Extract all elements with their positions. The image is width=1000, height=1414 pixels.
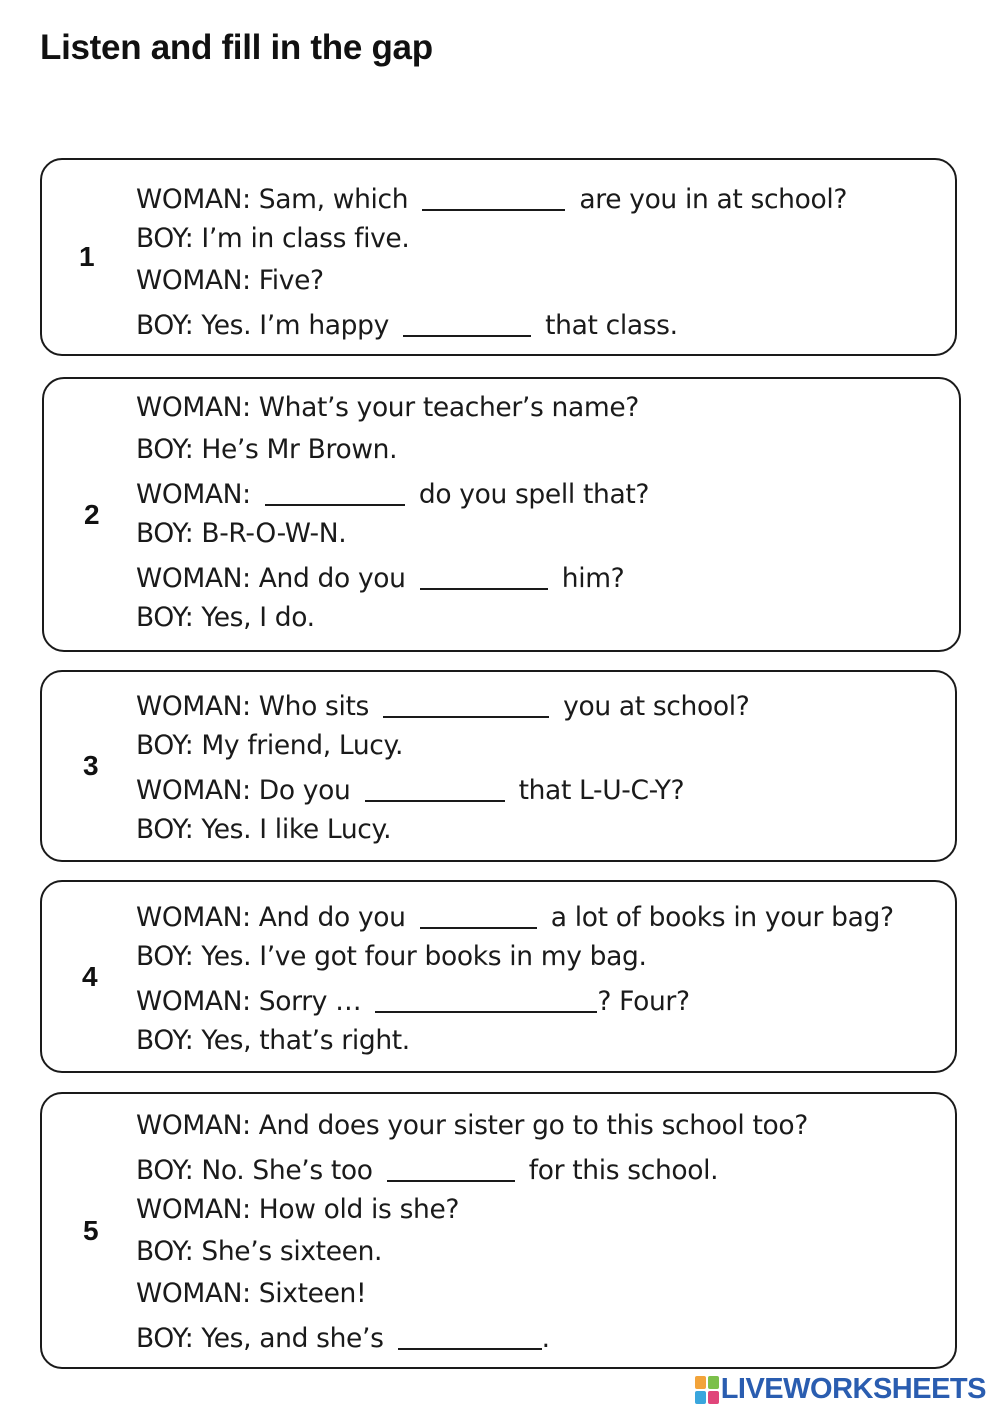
dialogue-line: BOY: Yes. I like Lucy. bbox=[136, 814, 392, 845]
dialogue-line: WOMAN: How old is she? bbox=[136, 1194, 460, 1225]
answer-gap-input[interactable] bbox=[365, 770, 505, 802]
exercise-box-3 bbox=[40, 670, 957, 862]
dialogue-line: WOMAN: do you spell that? bbox=[136, 471, 649, 513]
dialogue-line: WOMAN: What’s your teacher’s name? bbox=[136, 392, 639, 423]
exercise-number: 4 bbox=[82, 960, 98, 992]
exercise-box-5 bbox=[40, 1092, 957, 1369]
dialogue-line: BOY: He’s Mr Brown. bbox=[136, 434, 398, 465]
answer-gap-input[interactable] bbox=[265, 474, 405, 506]
answer-gap-input[interactable] bbox=[398, 1318, 542, 1350]
dialogue-line: BOY: No. She’s too for this school. bbox=[136, 1147, 808, 1189]
exercise-number: 5 bbox=[83, 1214, 99, 1246]
dialogue-line: BOY: Yes, that’s right. bbox=[136, 1025, 410, 1056]
dialogue-line: WOMAN: And do you a lot of books in your bag? bbox=[136, 894, 894, 936]
liveworksheets-logo bbox=[695, 1373, 986, 1406]
exercise-number: 1 bbox=[79, 241, 95, 272]
dialogue-line: BOY: Yes. I’ve got four books in my bag. bbox=[136, 941, 647, 972]
logo-text: LIVEWORKSHEETS bbox=[720, 1373, 986, 1405]
answer-gap-input[interactable] bbox=[383, 686, 549, 718]
dialogue-line: WOMAN: Sorry … ? Four? bbox=[136, 978, 894, 1020]
answer-gap-input[interactable] bbox=[422, 179, 565, 211]
dialogue-line: WOMAN: And do you him? bbox=[136, 555, 649, 597]
answer-gap-input[interactable] bbox=[375, 981, 597, 1013]
exercise-number: 2 bbox=[84, 498, 100, 530]
exercise-box-2 bbox=[42, 377, 961, 652]
dialogue-line: WOMAN: And does your sister go to this school too? bbox=[136, 1110, 808, 1141]
dialogue-line: WOMAN: Do you that L-U-C-Y? bbox=[136, 767, 749, 809]
dialogue-line: BOY: Yes, I do. bbox=[136, 602, 315, 633]
dialogue-line: BOY: Yes, and she’s . bbox=[136, 1315, 808, 1357]
answer-gap-input[interactable] bbox=[420, 558, 548, 590]
dialogue-line: BOY: My friend, Lucy. bbox=[136, 730, 404, 761]
dialogue-line: WOMAN: Sam, which are you in at school? bbox=[136, 176, 847, 218]
dialogue-line: BOY: B-R-O-W-N. bbox=[136, 518, 347, 549]
exercise-number: 3 bbox=[83, 750, 99, 781]
answer-gap-input[interactable] bbox=[387, 1150, 515, 1182]
liveworksheets-logo-icon bbox=[695, 1376, 719, 1404]
dialogue-line: WOMAN: Sixteen! bbox=[136, 1278, 367, 1309]
dialogue-line: BOY: I’m in class five. bbox=[136, 223, 410, 254]
dialogue-line: WOMAN: Five? bbox=[136, 265, 324, 296]
dialogue-line: BOY: She’s sixteen. bbox=[136, 1236, 383, 1267]
dialogue-line: WOMAN: Who sits you at school? bbox=[136, 683, 749, 725]
exercise-box-4 bbox=[40, 880, 957, 1073]
page-title: Listen and fill in the gap bbox=[40, 28, 433, 67]
answer-gap-input[interactable] bbox=[403, 305, 531, 337]
answer-gap-input[interactable] bbox=[420, 897, 537, 929]
dialogue-line: BOY: Yes. I’m happy that class. bbox=[136, 302, 847, 344]
exercise-box-1 bbox=[40, 158, 957, 356]
